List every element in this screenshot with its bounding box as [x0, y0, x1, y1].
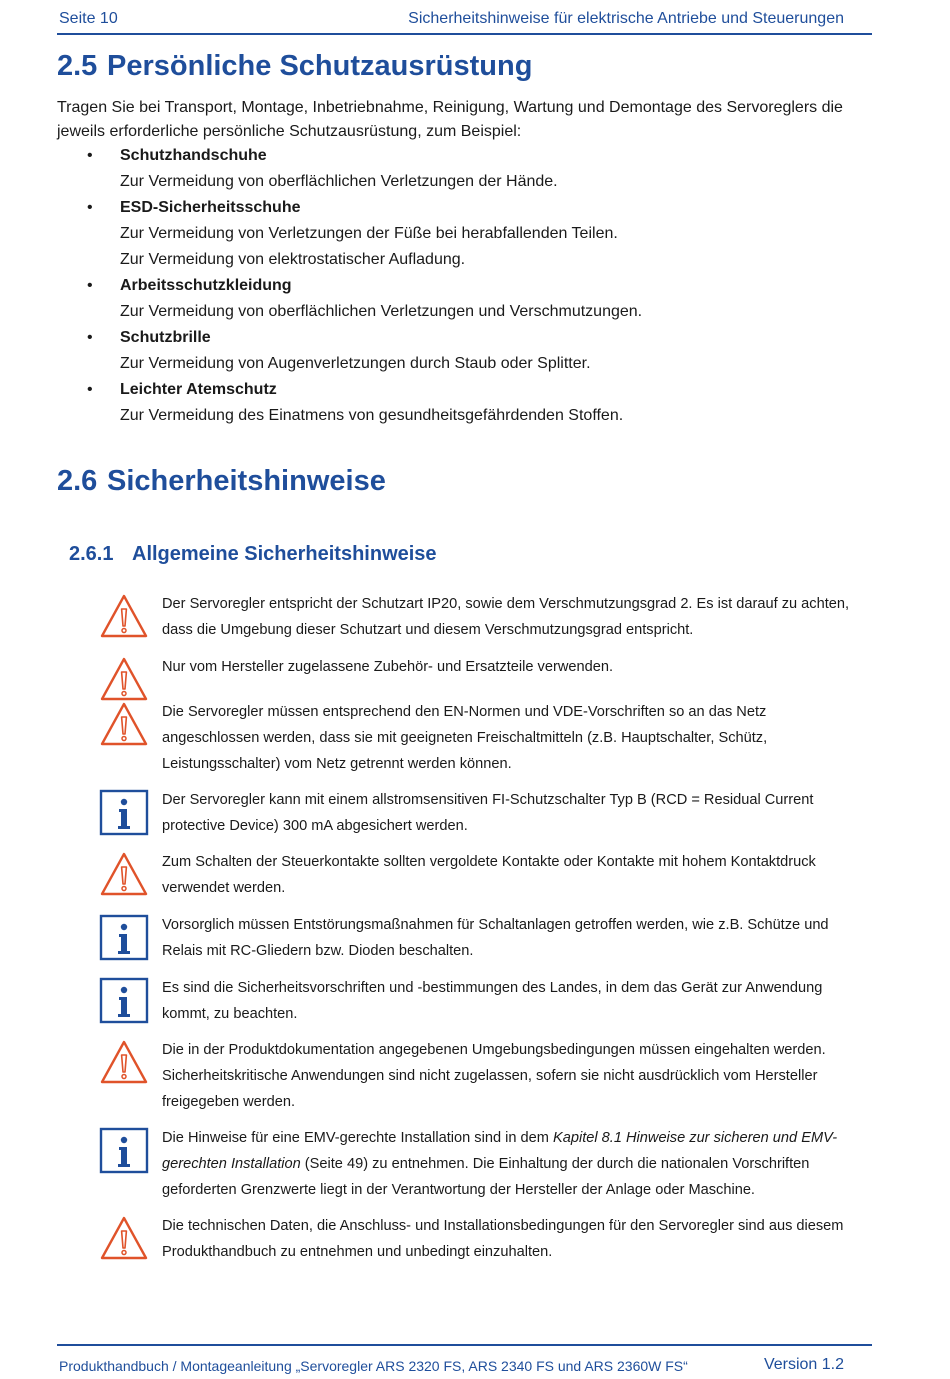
page-footer	[57, 1344, 872, 1378]
notice-text: Zum Schalten der Steuerkontakte sollten vergoldete Kontakte oder Kontakte mit hohem Kontaktdruck verwendet werden.	[162, 854, 816, 896]
warning-icon	[99, 593, 149, 640]
ppe-item-respirator	[57, 377, 857, 429]
info-notice	[99, 975, 859, 1027]
warning-icon	[99, 656, 149, 703]
bullet-icon: •	[87, 329, 93, 346]
page-number: Seite 10	[59, 10, 118, 27]
ppe-list	[57, 143, 857, 429]
ppe-item-description: Zur Vermeidung von Verletzungen der Füße bei herabfallenden Teilen.	[120, 225, 618, 242]
ppe-item-description: Zur Vermeidung von oberflächlichen Verletzungen der Hände.	[120, 173, 558, 190]
chapter-title: Sicherheitshinweise für elektrische Antriebe und Steuerungen	[408, 10, 844, 27]
notice-text: Der Servoregler entspricht der Schutzart IP20, sowie dem Verschmutzungsgrad 2. Es ist darauf zu achten, dass die Umgebung dieser Schutzart und diesem Verschmutzungsgrad entspricht.	[162, 596, 850, 638]
safety-notice	[99, 591, 859, 643]
notice-text: Die technischen Daten, die Anschluss- und Installationsbedingungen für den Servoregler sind aus diesem Produkthandbuch zu entnehmen und unbedingt einzuhalten.	[162, 1218, 844, 1260]
safety-notice	[99, 849, 859, 901]
notice-text: Es sind die Sicherheitsvorschriften und -bestimmungen des Landes, in dem das Gerät zur Anwendung kommt, zu beachten.	[162, 980, 823, 1022]
bullet-icon: •	[87, 199, 93, 216]
ppe-item-goggles	[57, 325, 857, 377]
warning-icon	[99, 1215, 149, 1262]
ppe-item-description: Zur Vermeidung von elektrostatischer Aufladung.	[120, 251, 466, 268]
section-heading-2-6	[57, 465, 386, 498]
subsection-title: Allgemeine Sicherheitshinweise	[132, 543, 437, 565]
info-icon	[99, 914, 149, 961]
ppe-item-title: Schutzbrille	[120, 329, 211, 346]
notice-text: Der Servoregler kann mit einem allstromsensitiven FI-Schutzschalter Typ B (RCD = Residual Current protective Device) 300 mA abgesichert werden.	[162, 792, 814, 834]
notice-text: Nur vom Hersteller zugelassene Zubehör- und Ersatzteile verwenden.	[162, 659, 614, 675]
safety-notice	[99, 1037, 859, 1115]
section-heading-2-5	[57, 50, 532, 83]
info-icon	[99, 977, 149, 1024]
subsection-number: 2.6.1	[69, 543, 114, 565]
notice-text-part: (Seite 49) zu entnehmen. Die Einhaltung der durch die nationalen Vorschriften geforderten Grenzwerte liegt in der Verantwortung der Hersteller der Anlage oder Maschine.	[162, 1156, 810, 1198]
ppe-item-workwear	[57, 273, 857, 325]
ppe-item-description: Zur Vermeidung von oberflächlichen Verletzungen und Verschmutzungen.	[120, 303, 643, 320]
warning-icon	[99, 701, 149, 748]
section-number: 2.6	[57, 465, 98, 497]
ppe-item-description: Zur Vermeidung des Einatmens von gesundheitsgefährdenden Stoffen.	[120, 407, 624, 424]
ppe-item-description: Zur Vermeidung von Augenverletzungen durch Staub oder Splitter.	[120, 355, 591, 372]
notice-text: Vorsorglich müssen Entstörungsmaßnahmen für Schaltanlagen getroffen werden, wie z.B. Schütze und Relais mit RC-Gliedern bzw. Dioden beschalten.	[162, 917, 829, 959]
info-icon	[99, 789, 149, 836]
section-title: Persönliche Schutzausrüstung	[107, 50, 533, 82]
ppe-item-gloves	[57, 143, 857, 195]
warning-icon	[99, 851, 149, 898]
page-header	[57, 8, 872, 35]
bullet-icon: •	[87, 147, 93, 164]
safety-notice	[99, 654, 859, 680]
safety-notice	[99, 699, 859, 777]
notice-text	[162, 1125, 859, 1203]
info-notice	[99, 912, 859, 964]
info-icon	[99, 1127, 149, 1174]
bullet-icon: •	[87, 277, 93, 294]
ppe-item-title: ESD-Sicherheitsschuhe	[120, 199, 301, 216]
safety-notice	[99, 1213, 859, 1265]
chapter-reference: Kapitel 8.1 Hinweise zur sicheren und EMV-gerechten Installation	[162, 1130, 838, 1172]
subsection-heading-2-6-1	[69, 543, 437, 566]
notice-text: Die Servoregler müssen entsprechend den EN-Normen und VDE-Vorschriften so an das Netz angeschlossen werden, dass sie mit geeigneten Freischaltmitteln (z.B. Hauptschalter, Schütz, Leistungsschalter) vom Netz getrennt werden können.	[162, 704, 768, 772]
notice-text: Die in der Produktdokumentation angegebenen Umgebungsbedingungen müssen eingehalten werden. Sicherheitskritische Anwendungen sind nicht zugelassen, sofern sie nicht ausdrücklich vom Hersteller freigegeben werden.	[162, 1042, 826, 1110]
info-notice	[99, 1125, 859, 1203]
ppe-item-title: Arbeitsschutzkleidung	[120, 277, 292, 294]
document-version: Version 1.2	[763, 1356, 844, 1373]
bullet-icon: •	[87, 381, 93, 398]
ppe-item-esd-shoes	[57, 195, 857, 273]
safety-notices	[99, 591, 859, 1265]
intro-paragraph: Tragen Sie bei Transport, Montage, Inbetriebnahme, Reinigung, Wartung und Demontage des Servoreglers die jeweils erforderliche persönliche Schutzausrüstung, zum Beispiel:	[57, 99, 843, 140]
ppe-item-title: Schutzhandschuhe	[120, 147, 267, 164]
section-title: Sicherheitshinweise	[107, 465, 386, 497]
warning-icon	[99, 1039, 149, 1086]
ppe-item-title: Leichter Atemschutz	[120, 381, 277, 398]
section-number: 2.5	[57, 50, 98, 82]
document-title: Produkthandbuch / Montageanleitung „Servoregler ARS 2320 FS, ARS 2340 FS und ARS 2360W FS“	[59, 1358, 688, 1374]
info-notice	[99, 787, 859, 839]
notice-text-part: Die Hinweise für eine EMV-gerechte Installation sind in dem	[162, 1130, 553, 1146]
